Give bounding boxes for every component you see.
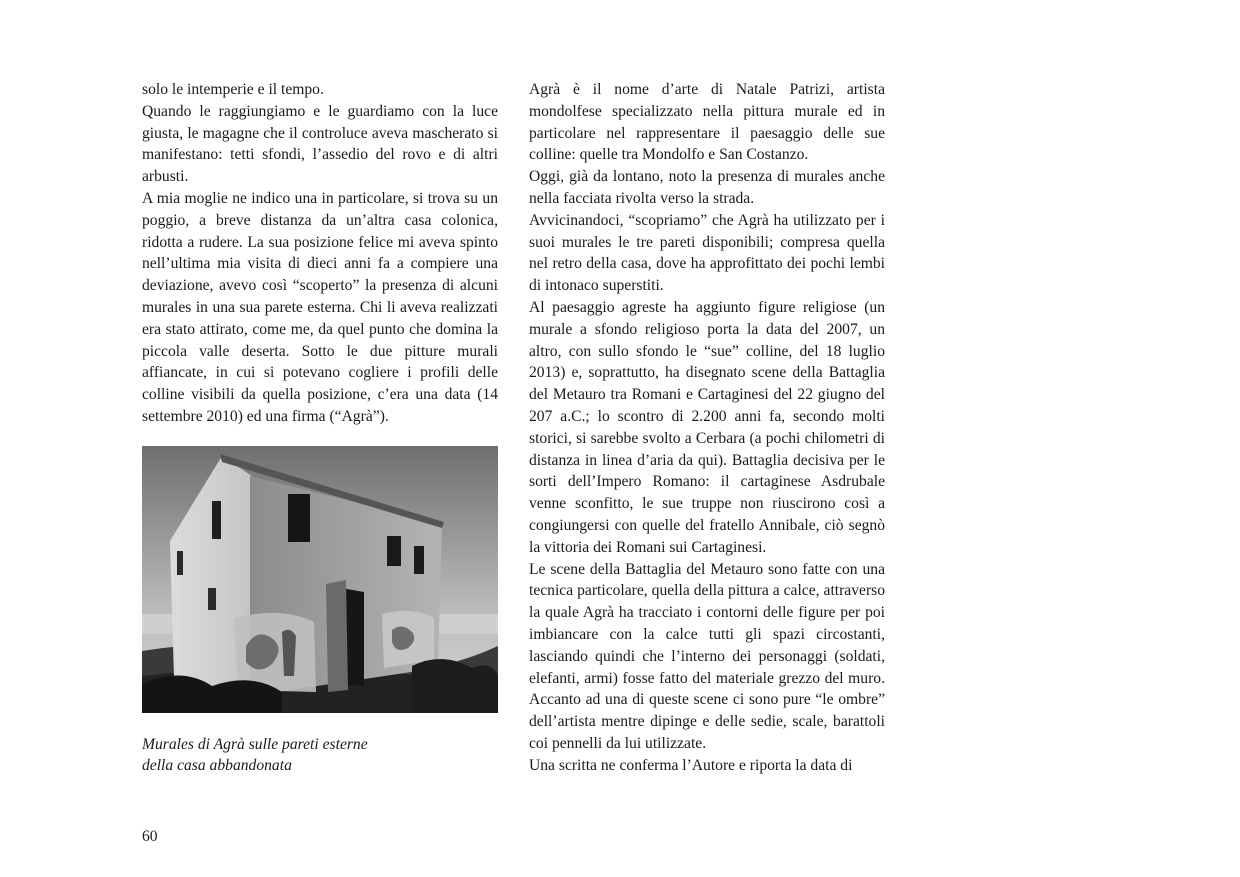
abandoned-house-photo — [142, 446, 498, 713]
page-number: 60 — [142, 828, 158, 845]
figure-caption — [142, 734, 498, 776]
caption-line: Murales di Agrà sulle pareti esterne — [142, 736, 368, 753]
paragraph: Quando le raggiungiamo e le guardiamo con la luce giusta, le magagne che il controluce aveva mascherato si manifestano: tetti sfondi, l’assedio del rovo e di altri arbusti. — [142, 102, 498, 186]
paragraph: solo le intemperie e il tempo. — [142, 81, 324, 98]
right-text-column — [529, 79, 885, 777]
paragraph: Le scene della Battaglia del Metauro sono fatte con una tecnica particolare, quella della pittura a calce, attraverso la quale Agrà ha tracciato i contorni delle figure per poi imbiancare con la calce tutti gli spazi circostanti, lasciando quindi che l’interno dei personaggi (soldati, elefanti, armi) fosse fatto del materiale grezzo del muro. Accanto ad una di queste scene ci sono pure “le ombre” dell’artista mentre dipinge e delle sedie, scale, barattoli coi pennelli da lui utilizzate. — [529, 560, 885, 752]
house-murals-image — [142, 446, 498, 713]
caption-line: della casa abbandonata — [142, 757, 292, 774]
paragraph: Una scritta ne conferma l’Autore e riporta la data di — [529, 756, 853, 774]
left-text-column — [142, 79, 498, 428]
paragraph: Avvicinandoci, “scopriamo” che Agrà ha utilizzato per i suoi murales le tre pareti disponibili; compresa quella nel retro della casa, dove ha approfittato dei pochi lembi di intonaco superstiti. — [529, 211, 885, 295]
paragraph: Oggi, già da lontano, noto la presenza di murales anche nella facciata rivolta verso la strada. — [529, 168, 885, 207]
paragraph: A mia moglie ne indico una in particolare, si trova su un poggio, a breve distanza da un’altra casa colonica, ridotta a rudere. La sua posizione felice mi aveva spinto nell’ultima mia visita di dieci anni fa a compiere una deviazione, avevo così “scoperto” la presenza di alcuni murales in una sua parete esterna. Chi li aveva realizzati era stato attirato, come me, da quel punto che domina la piccola valle deserta. Sotto le due pitture murali affiancate, in cui si potevano cogliere i profili delle colline visibili da quella posizione, c’era una data (14 settembre 2010) ed una firma (“Agrà”). — [142, 189, 498, 425]
paragraph: Al paesaggio agreste ha aggiunto figure religiose (un murale a sfondo religioso porta la data del 2007, un altro, con sullo sfondo le “sue” colline, del 18 luglio 2013) e, soprattutto, ha disegnato scene della Battaglia del Metauro tra Romani e Cartaginesi del 22 giugno del 207 a.C.; lo scontro di 2.200 anni fa, secondo molti storici, si sarebbe svolto a Cerbara (a pochi chilometri di distanza in linea d’aria da qui). Battaglia decisiva per le sorti dell’Impero Romano: il cartaginese Asdrubale venne sconfitto, le sue truppe non riuscirono così a congiungersi con quelle del fratello Annibale, ciò segnò la vittoria dei Romani sui Cartaginesi. — [529, 298, 885, 556]
paragraph: Agrà è il nome d’arte di Natale Patrizi, artista mondolfese specializzato nella pittura murale ed in particolare nel rappresentare il paesaggio delle sue colline: quelle tra Mondolfo e San Costanzo. — [529, 81, 885, 164]
